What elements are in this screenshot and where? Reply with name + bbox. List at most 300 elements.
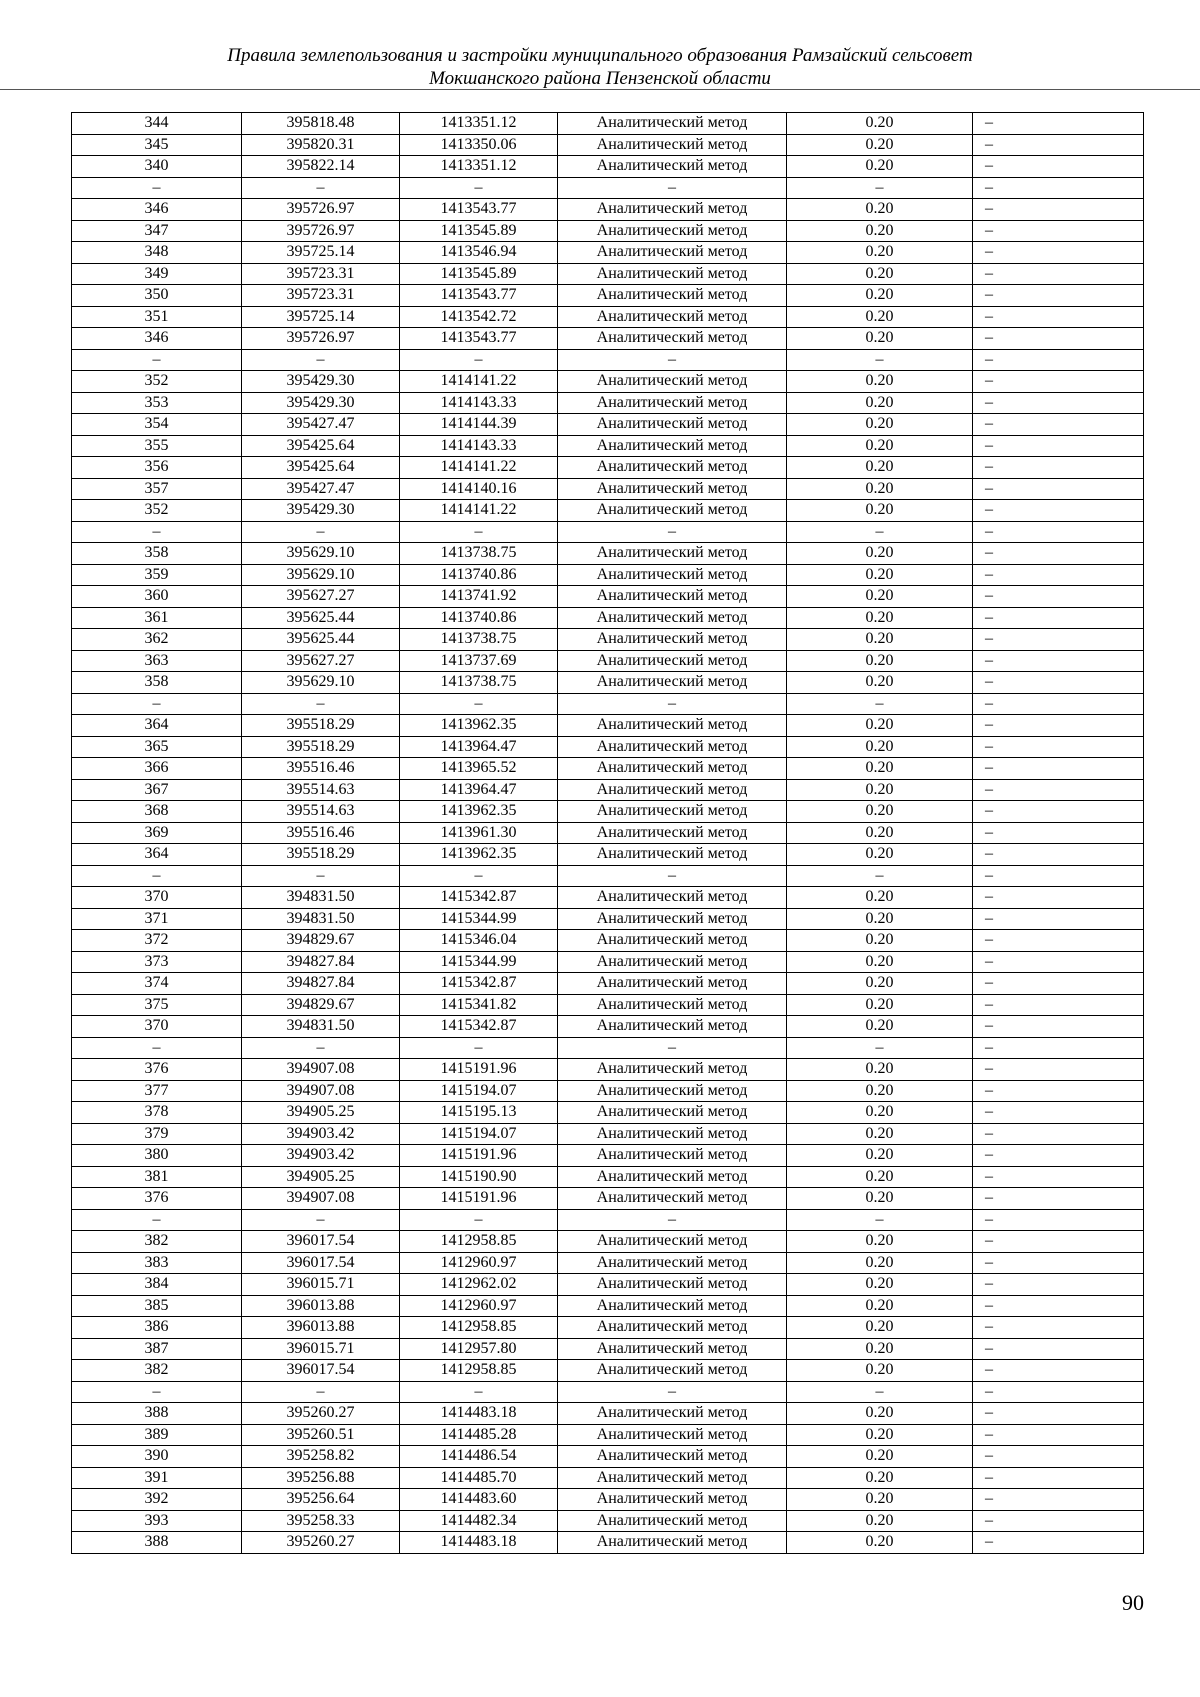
y-coordinate-cell: 1412958.85: [400, 1360, 558, 1382]
point-number-cell: 372: [72, 930, 242, 952]
table-row: [72, 1274, 1144, 1296]
y-coordinate-cell: 1414144.39: [400, 414, 558, 436]
point-number-cell: 375: [72, 994, 242, 1016]
x-coordinate-cell: 394903.42: [242, 1123, 400, 1145]
note-cell: –: [973, 1338, 1144, 1360]
table-row: [72, 1059, 1144, 1081]
method-cell: Аналитический метод: [558, 156, 787, 178]
y-coordinate-cell: 1413965.52: [400, 758, 558, 780]
method-cell: Аналитический метод: [558, 1016, 787, 1038]
x-coordinate-cell: 395629.10: [242, 543, 400, 565]
note-cell: –: [973, 672, 1144, 694]
note-cell: –: [973, 1381, 1144, 1403]
x-coordinate-cell: –: [242, 1381, 400, 1403]
table-row: [72, 994, 1144, 1016]
x-coordinate-cell: 395518.29: [242, 844, 400, 866]
y-coordinate-cell: 1412958.85: [400, 1317, 558, 1339]
point-number-cell: 355: [72, 435, 242, 457]
table-row: [72, 1338, 1144, 1360]
x-coordinate-cell: 395429.30: [242, 392, 400, 414]
method-cell: Аналитический метод: [558, 1510, 787, 1532]
table-row: [72, 586, 1144, 608]
method-cell: Аналитический метод: [558, 607, 787, 629]
table-row: [72, 1532, 1144, 1554]
table-row: [72, 1467, 1144, 1489]
method-cell: –: [558, 1381, 787, 1403]
x-coordinate-cell: 395516.46: [242, 822, 400, 844]
note-cell: –: [973, 1424, 1144, 1446]
x-coordinate-cell: 395514.63: [242, 779, 400, 801]
table-row: [72, 457, 1144, 479]
accuracy-cell: 0.20: [787, 1295, 973, 1317]
y-coordinate-cell: 1414485.28: [400, 1424, 558, 1446]
table-row: [72, 1510, 1144, 1532]
note-cell: –: [973, 779, 1144, 801]
x-coordinate-cell: –: [242, 865, 400, 887]
y-coordinate-cell: 1413740.86: [400, 607, 558, 629]
y-coordinate-cell: 1415190.90: [400, 1166, 558, 1188]
method-cell: Аналитический метод: [558, 758, 787, 780]
x-coordinate-cell: 395627.27: [242, 650, 400, 672]
accuracy-cell: 0.20: [787, 1424, 973, 1446]
table-row: [72, 1295, 1144, 1317]
header-divider: [0, 89, 1200, 90]
table-row: [72, 1209, 1144, 1231]
method-cell: Аналитический метод: [558, 586, 787, 608]
note-cell: –: [973, 134, 1144, 156]
y-coordinate-cell: 1414141.22: [400, 500, 558, 522]
y-coordinate-cell: –: [400, 349, 558, 371]
accuracy-cell: 0.20: [787, 500, 973, 522]
method-cell: Аналитический метод: [558, 1231, 787, 1253]
coordinates-table: [71, 112, 1144, 1554]
method-cell: Аналитический метод: [558, 672, 787, 694]
x-coordinate-cell: 394907.08: [242, 1188, 400, 1210]
method-cell: –: [558, 865, 787, 887]
accuracy-cell: 0.20: [787, 1252, 973, 1274]
method-cell: Аналитический метод: [558, 457, 787, 479]
x-coordinate-cell: 395518.29: [242, 715, 400, 737]
page-number: 90: [1122, 1590, 1144, 1615]
point-number-cell: 376: [72, 1188, 242, 1210]
x-coordinate-cell: 396013.88: [242, 1317, 400, 1339]
x-coordinate-cell: 395625.44: [242, 629, 400, 651]
y-coordinate-cell: 1415191.96: [400, 1059, 558, 1081]
point-number-cell: 388: [72, 1532, 242, 1554]
note-cell: –: [973, 973, 1144, 995]
x-coordinate-cell: –: [242, 693, 400, 715]
x-coordinate-cell: 395818.48: [242, 113, 400, 135]
note-cell: –: [973, 306, 1144, 328]
x-coordinate-cell: 395514.63: [242, 801, 400, 823]
method-cell: Аналитический метод: [558, 134, 787, 156]
accuracy-cell: 0.20: [787, 1102, 973, 1124]
note-cell: –: [973, 1102, 1144, 1124]
method-cell: Аналитический метод: [558, 435, 787, 457]
x-coordinate-cell: 395820.31: [242, 134, 400, 156]
accuracy-cell: –: [787, 865, 973, 887]
point-number-cell: 362: [72, 629, 242, 651]
note-cell: –: [973, 392, 1144, 414]
accuracy-cell: 0.20: [787, 1338, 973, 1360]
y-coordinate-cell: 1415194.07: [400, 1123, 558, 1145]
point-number-cell: 382: [72, 1360, 242, 1382]
accuracy-cell: 0.20: [787, 328, 973, 350]
note-cell: –: [973, 220, 1144, 242]
point-number-cell: 360: [72, 586, 242, 608]
note-cell: –: [973, 1446, 1144, 1468]
table-row: [72, 156, 1144, 178]
method-cell: Аналитический метод: [558, 973, 787, 995]
accuracy-cell: 0.20: [787, 1080, 973, 1102]
point-number-cell: 350: [72, 285, 242, 307]
y-coordinate-cell: 1415191.96: [400, 1188, 558, 1210]
y-coordinate-cell: –: [400, 1037, 558, 1059]
method-cell: Аналитический метод: [558, 994, 787, 1016]
method-cell: Аналитический метод: [558, 1274, 787, 1296]
x-coordinate-cell: 396017.54: [242, 1252, 400, 1274]
method-cell: Аналитический метод: [558, 543, 787, 565]
x-coordinate-cell: 396015.71: [242, 1274, 400, 1296]
method-cell: Аналитический метод: [558, 478, 787, 500]
method-cell: Аналитический метод: [558, 242, 787, 264]
accuracy-cell: 0.20: [787, 758, 973, 780]
table-row: [72, 1381, 1144, 1403]
x-coordinate-cell: –: [242, 521, 400, 543]
note-cell: –: [973, 1123, 1144, 1145]
point-number-cell: 369: [72, 822, 242, 844]
table-row: [72, 500, 1144, 522]
method-cell: Аналитический метод: [558, 328, 787, 350]
accuracy-cell: 0.20: [787, 586, 973, 608]
accuracy-cell: 0.20: [787, 285, 973, 307]
method-cell: Аналитический метод: [558, 1360, 787, 1382]
y-coordinate-cell: 1413545.89: [400, 263, 558, 285]
table-row: [72, 242, 1144, 264]
accuracy-cell: 0.20: [787, 1489, 973, 1511]
table-row: [72, 199, 1144, 221]
table-row: [72, 1102, 1144, 1124]
y-coordinate-cell: 1413351.12: [400, 156, 558, 178]
x-coordinate-cell: 395260.27: [242, 1403, 400, 1425]
table-row: [72, 1080, 1144, 1102]
x-coordinate-cell: 395429.30: [242, 500, 400, 522]
x-coordinate-cell: 394903.42: [242, 1145, 400, 1167]
accuracy-cell: 0.20: [787, 1166, 973, 1188]
point-number-cell: 346: [72, 328, 242, 350]
y-coordinate-cell: 1414485.70: [400, 1467, 558, 1489]
accuracy-cell: –: [787, 1381, 973, 1403]
y-coordinate-cell: 1415342.87: [400, 973, 558, 995]
table-row: [72, 392, 1144, 414]
x-coordinate-cell: 395822.14: [242, 156, 400, 178]
y-coordinate-cell: 1413542.72: [400, 306, 558, 328]
table-row: [72, 1252, 1144, 1274]
point-number-cell: 367: [72, 779, 242, 801]
x-coordinate-cell: 395258.33: [242, 1510, 400, 1532]
accuracy-cell: –: [787, 1209, 973, 1231]
method-cell: Аналитический метод: [558, 199, 787, 221]
method-cell: Аналитический метод: [558, 1059, 787, 1081]
table-row: [72, 1188, 1144, 1210]
note-cell: –: [973, 1080, 1144, 1102]
point-number-cell: 385: [72, 1295, 242, 1317]
point-number-cell: 390: [72, 1446, 242, 1468]
x-coordinate-cell: 395725.14: [242, 306, 400, 328]
method-cell: Аналитический метод: [558, 779, 787, 801]
method-cell: Аналитический метод: [558, 801, 787, 823]
point-number-cell: –: [72, 865, 242, 887]
point-number-cell: 348: [72, 242, 242, 264]
note-cell: –: [973, 457, 1144, 479]
note-cell: –: [973, 930, 1144, 952]
note-cell: –: [973, 715, 1144, 737]
point-number-cell: 365: [72, 736, 242, 758]
x-coordinate-cell: 395429.30: [242, 371, 400, 393]
y-coordinate-cell: 1413351.12: [400, 113, 558, 135]
table-row: [72, 779, 1144, 801]
x-coordinate-cell: 395256.88: [242, 1467, 400, 1489]
accuracy-cell: 0.20: [787, 994, 973, 1016]
point-number-cell: 346: [72, 199, 242, 221]
point-number-cell: 364: [72, 844, 242, 866]
note-cell: –: [973, 887, 1144, 909]
accuracy-cell: 0.20: [787, 306, 973, 328]
table-row: [72, 930, 1144, 952]
point-number-cell: –: [72, 349, 242, 371]
x-coordinate-cell: 395627.27: [242, 586, 400, 608]
point-number-cell: 352: [72, 500, 242, 522]
method-cell: Аналитический метод: [558, 371, 787, 393]
note-cell: –: [973, 607, 1144, 629]
method-cell: Аналитический метод: [558, 500, 787, 522]
point-number-cell: 340: [72, 156, 242, 178]
table-row: [72, 1317, 1144, 1339]
table-row: [72, 543, 1144, 565]
point-number-cell: 384: [72, 1274, 242, 1296]
table-row: [72, 801, 1144, 823]
accuracy-cell: 0.20: [787, 801, 973, 823]
y-coordinate-cell: –: [400, 521, 558, 543]
y-coordinate-cell: –: [400, 865, 558, 887]
method-cell: Аналитический метод: [558, 392, 787, 414]
point-number-cell: 374: [72, 973, 242, 995]
point-number-cell: 371: [72, 908, 242, 930]
x-coordinate-cell: 395260.27: [242, 1532, 400, 1554]
table-row: [72, 113, 1144, 135]
accuracy-cell: 0.20: [787, 414, 973, 436]
x-coordinate-cell: 395427.47: [242, 478, 400, 500]
accuracy-cell: 0.20: [787, 1274, 973, 1296]
method-cell: Аналитический метод: [558, 1532, 787, 1554]
point-number-cell: 380: [72, 1145, 242, 1167]
point-number-cell: 353: [72, 392, 242, 414]
accuracy-cell: 0.20: [787, 1123, 973, 1145]
note-cell: –: [973, 242, 1144, 264]
y-coordinate-cell: 1413961.30: [400, 822, 558, 844]
note-cell: –: [973, 1166, 1144, 1188]
y-coordinate-cell: 1415342.87: [400, 1016, 558, 1038]
y-coordinate-cell: 1414486.54: [400, 1446, 558, 1468]
accuracy-cell: 0.20: [787, 1016, 973, 1038]
accuracy-cell: 0.20: [787, 564, 973, 586]
x-coordinate-cell: 394831.50: [242, 887, 400, 909]
accuracy-cell: 0.20: [787, 134, 973, 156]
point-number-cell: 363: [72, 650, 242, 672]
point-number-cell: 345: [72, 134, 242, 156]
accuracy-cell: 0.20: [787, 242, 973, 264]
coordinates-table-body: [72, 113, 1144, 1554]
x-coordinate-cell: –: [242, 1209, 400, 1231]
page-header: [0, 44, 1200, 90]
x-coordinate-cell: 395427.47: [242, 414, 400, 436]
accuracy-cell: –: [787, 177, 973, 199]
accuracy-cell: 0.20: [787, 1188, 973, 1210]
note-cell: –: [973, 1209, 1144, 1231]
note-cell: –: [973, 1295, 1144, 1317]
note-cell: –: [973, 564, 1144, 586]
point-number-cell: 387: [72, 1338, 242, 1360]
note-cell: –: [973, 500, 1144, 522]
table-row: [72, 1123, 1144, 1145]
y-coordinate-cell: 1414141.22: [400, 457, 558, 479]
table-row: [72, 1446, 1144, 1468]
method-cell: Аналитический метод: [558, 564, 787, 586]
note-cell: –: [973, 285, 1144, 307]
x-coordinate-cell: 394907.08: [242, 1059, 400, 1081]
method-cell: –: [558, 177, 787, 199]
method-cell: Аналитический метод: [558, 736, 787, 758]
method-cell: Аналитический метод: [558, 1080, 787, 1102]
point-number-cell: 393: [72, 1510, 242, 1532]
accuracy-cell: 0.20: [787, 779, 973, 801]
accuracy-cell: –: [787, 1037, 973, 1059]
note-cell: –: [973, 478, 1144, 500]
accuracy-cell: 0.20: [787, 930, 973, 952]
accuracy-cell: 0.20: [787, 1231, 973, 1253]
accuracy-cell: 0.20: [787, 715, 973, 737]
point-number-cell: 382: [72, 1231, 242, 1253]
y-coordinate-cell: 1413962.35: [400, 801, 558, 823]
table-row: [72, 887, 1144, 909]
method-cell: Аналитический метод: [558, 822, 787, 844]
x-coordinate-cell: 395256.64: [242, 1489, 400, 1511]
x-coordinate-cell: 394831.50: [242, 908, 400, 930]
accuracy-cell: 0.20: [787, 1510, 973, 1532]
method-cell: Аналитический метод: [558, 1102, 787, 1124]
accuracy-cell: 0.20: [787, 478, 973, 500]
note-cell: –: [973, 1467, 1144, 1489]
note-cell: –: [973, 435, 1144, 457]
y-coordinate-cell: 1412962.02: [400, 1274, 558, 1296]
note-cell: –: [973, 1016, 1144, 1038]
table-row: [72, 371, 1144, 393]
table-row: [72, 1037, 1144, 1059]
method-cell: Аналитический метод: [558, 1123, 787, 1145]
note-cell: –: [973, 1252, 1144, 1274]
x-coordinate-cell: 395726.97: [242, 220, 400, 242]
point-number-cell: 392: [72, 1489, 242, 1511]
point-number-cell: 361: [72, 607, 242, 629]
method-cell: Аналитический метод: [558, 113, 787, 135]
x-coordinate-cell: 395726.97: [242, 328, 400, 350]
point-number-cell: 358: [72, 543, 242, 565]
y-coordinate-cell: 1414143.33: [400, 392, 558, 414]
y-coordinate-cell: 1415342.87: [400, 887, 558, 909]
y-coordinate-cell: 1413543.77: [400, 285, 558, 307]
note-cell: –: [973, 865, 1144, 887]
note-cell: –: [973, 844, 1144, 866]
y-coordinate-cell: 1415344.99: [400, 908, 558, 930]
table-row: [72, 865, 1144, 887]
method-cell: Аналитический метод: [558, 263, 787, 285]
table-row: [72, 220, 1144, 242]
note-cell: –: [973, 543, 1144, 565]
x-coordinate-cell: 395258.82: [242, 1446, 400, 1468]
note-cell: –: [973, 1532, 1144, 1554]
note-cell: –: [973, 736, 1144, 758]
table-row: [72, 758, 1144, 780]
note-cell: –: [973, 328, 1144, 350]
x-coordinate-cell: 395629.10: [242, 564, 400, 586]
note-cell: –: [973, 349, 1144, 371]
accuracy-cell: 0.20: [787, 1317, 973, 1339]
x-coordinate-cell: –: [242, 349, 400, 371]
table-row: [72, 478, 1144, 500]
table-row: [72, 1489, 1144, 1511]
table-row: [72, 414, 1144, 436]
accuracy-cell: 0.20: [787, 822, 973, 844]
table-row: [72, 306, 1144, 328]
y-coordinate-cell: 1414482.34: [400, 1510, 558, 1532]
point-number-cell: –: [72, 177, 242, 199]
method-cell: –: [558, 1209, 787, 1231]
note-cell: –: [973, 1317, 1144, 1339]
x-coordinate-cell: 396017.54: [242, 1231, 400, 1253]
accuracy-cell: 0.20: [787, 220, 973, 242]
x-coordinate-cell: 394829.67: [242, 994, 400, 1016]
accuracy-cell: –: [787, 349, 973, 371]
point-number-cell: –: [72, 693, 242, 715]
note-cell: –: [973, 521, 1144, 543]
y-coordinate-cell: 1413962.35: [400, 844, 558, 866]
table-row: [72, 672, 1144, 694]
note-cell: –: [973, 1360, 1144, 1382]
table-row: [72, 435, 1144, 457]
point-number-cell: 352: [72, 371, 242, 393]
x-coordinate-cell: 394905.25: [242, 1166, 400, 1188]
y-coordinate-cell: 1414483.60: [400, 1489, 558, 1511]
y-coordinate-cell: –: [400, 1381, 558, 1403]
point-number-cell: 344: [72, 113, 242, 135]
y-coordinate-cell: 1414141.22: [400, 371, 558, 393]
note-cell: –: [973, 177, 1144, 199]
point-number-cell: 366: [72, 758, 242, 780]
y-coordinate-cell: 1414143.33: [400, 435, 558, 457]
note-cell: –: [973, 801, 1144, 823]
table-row: [72, 693, 1144, 715]
point-number-cell: 389: [72, 1424, 242, 1446]
method-cell: Аналитический метод: [558, 220, 787, 242]
method-cell: Аналитический метод: [558, 908, 787, 930]
x-coordinate-cell: 395260.51: [242, 1424, 400, 1446]
y-coordinate-cell: 1413738.75: [400, 672, 558, 694]
x-coordinate-cell: 394827.84: [242, 973, 400, 995]
method-cell: Аналитический метод: [558, 951, 787, 973]
method-cell: Аналитический метод: [558, 1295, 787, 1317]
accuracy-cell: 0.20: [787, 1145, 973, 1167]
note-cell: –: [973, 650, 1144, 672]
